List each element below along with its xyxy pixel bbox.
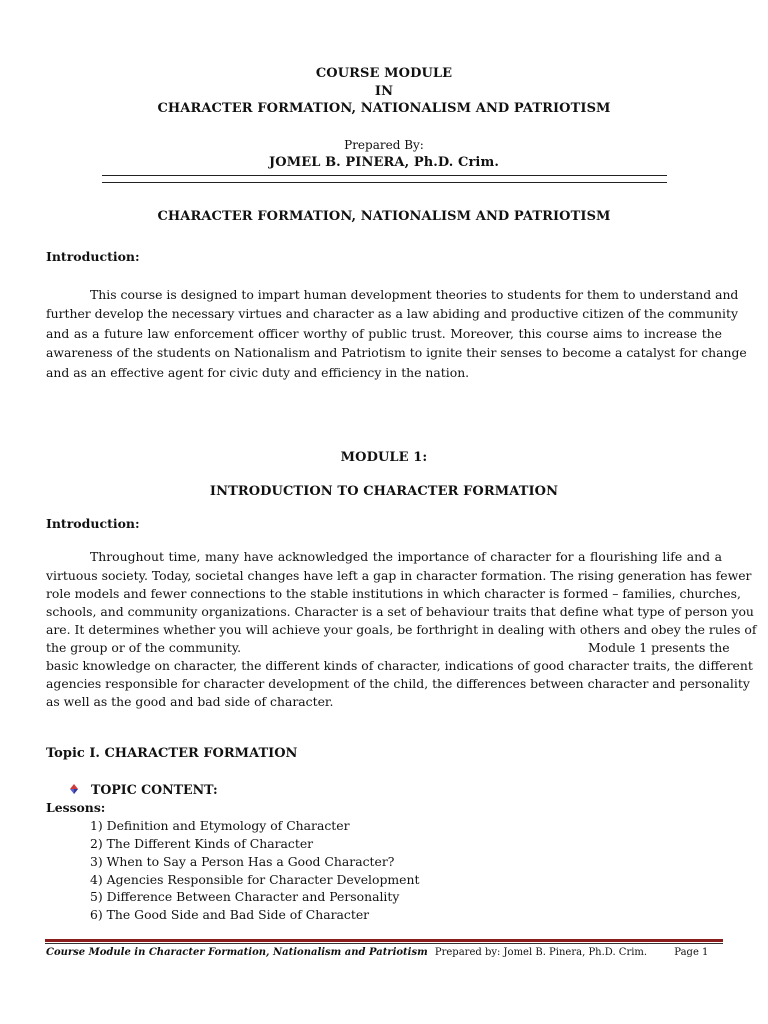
intro-line: This course is designed to impart human development theories to students for them to understand and	[90, 287, 739, 302]
footer-rule-thin	[45, 943, 723, 944]
module-line: virtuous society. Today, societal changes have left a gap in character formation. The rising generation has fewer	[46, 568, 752, 583]
module-intro-heading: Introduction:	[46, 516, 140, 531]
bullet-arrow-icon	[68, 783, 80, 795]
module-line: Module 1 presents the	[588, 640, 730, 655]
prepared-by-label: Prepared By:	[344, 138, 424, 152]
header-line-3: CHARACTER FORMATION, NATIONALISM AND PATRIOTISM	[157, 101, 611, 116]
intro-heading: Introduction:	[46, 249, 140, 264]
lesson-item: 2) The Different Kinds of Character	[90, 836, 314, 851]
lesson-item: 3) When to Say a Person Has a Good Character?	[90, 854, 395, 869]
intro-line: awareness of the students on Nationalism and Patriotism to ignite their senses to become a catalyst for change	[46, 345, 747, 360]
intro-line: further develop the necessary virtues and character as a law abiding and productive citizen of the community	[46, 306, 738, 321]
module-title: INTRODUCTION TO CHARACTER FORMATION	[209, 484, 559, 499]
module-line: are. It determines whether you will achieve your goals, be forthright in dealing with others and obey the rules of	[46, 622, 757, 637]
intro-line: and as a future law enforcement officer worthy of public trust. Moreover, this course aims to increase the	[46, 326, 722, 341]
header-line-2: IN	[374, 84, 394, 99]
module-line: role models and fewer connections to the stable institutions in which character is formed – families, churches,	[46, 586, 741, 601]
footer-page-number: Page 1	[674, 947, 709, 958]
lesson-item: 4) Agencies Responsible for Character Development	[90, 872, 420, 887]
topic-content-label: TOPIC CONTENT:	[91, 782, 218, 797]
intro-line: and as an effective agent for civic duty and efficiency in the nation.	[46, 365, 470, 380]
module-label: MODULE 1:	[340, 450, 428, 465]
topic-title: Topic I. CHARACTER FORMATION	[46, 746, 298, 761]
module-line: Throughout time, many have acknowledged the importance of character for a flourishing life and a	[90, 549, 722, 564]
section-title: CHARACTER FORMATION, NATIONALISM AND PATRIOTISM	[157, 209, 611, 224]
lesson-item: 1) Definition and Etymology of Character	[90, 818, 350, 833]
module-line: agencies responsible for character development of the child, the differences between character and personality	[46, 676, 750, 691]
module-line: as well as the good and bad side of character.	[46, 694, 334, 709]
lessons-label: Lessons:	[46, 800, 106, 815]
page-footer	[46, 947, 708, 958]
footer-rule	[45, 939, 723, 942]
author-name: JOMEL B. PINERA, Ph.D. Crim.	[269, 155, 499, 170]
module-line: basic knowledge on character, the different kinds of character, indications of good character traits, the different	[46, 658, 753, 673]
footer-course: Course Module in Character Formation, Nationalism and Patriotism	[46, 947, 428, 958]
module-line: schools, and community organizations. Character is a set of behaviour traits that define what type of person you	[46, 604, 754, 619]
module-line: the group or of the community.	[46, 640, 242, 655]
lesson-item: 6) The Good Side and Bad Side of Character	[90, 907, 370, 922]
header-divider	[102, 175, 667, 183]
footer-prepared: Prepared by: Jomel B. Pinera, Ph.D. Crim.	[434, 947, 648, 958]
header-line-1: COURSE MODULE	[315, 66, 453, 81]
lesson-item: 5) Difference Between Character and Personality	[90, 889, 400, 904]
